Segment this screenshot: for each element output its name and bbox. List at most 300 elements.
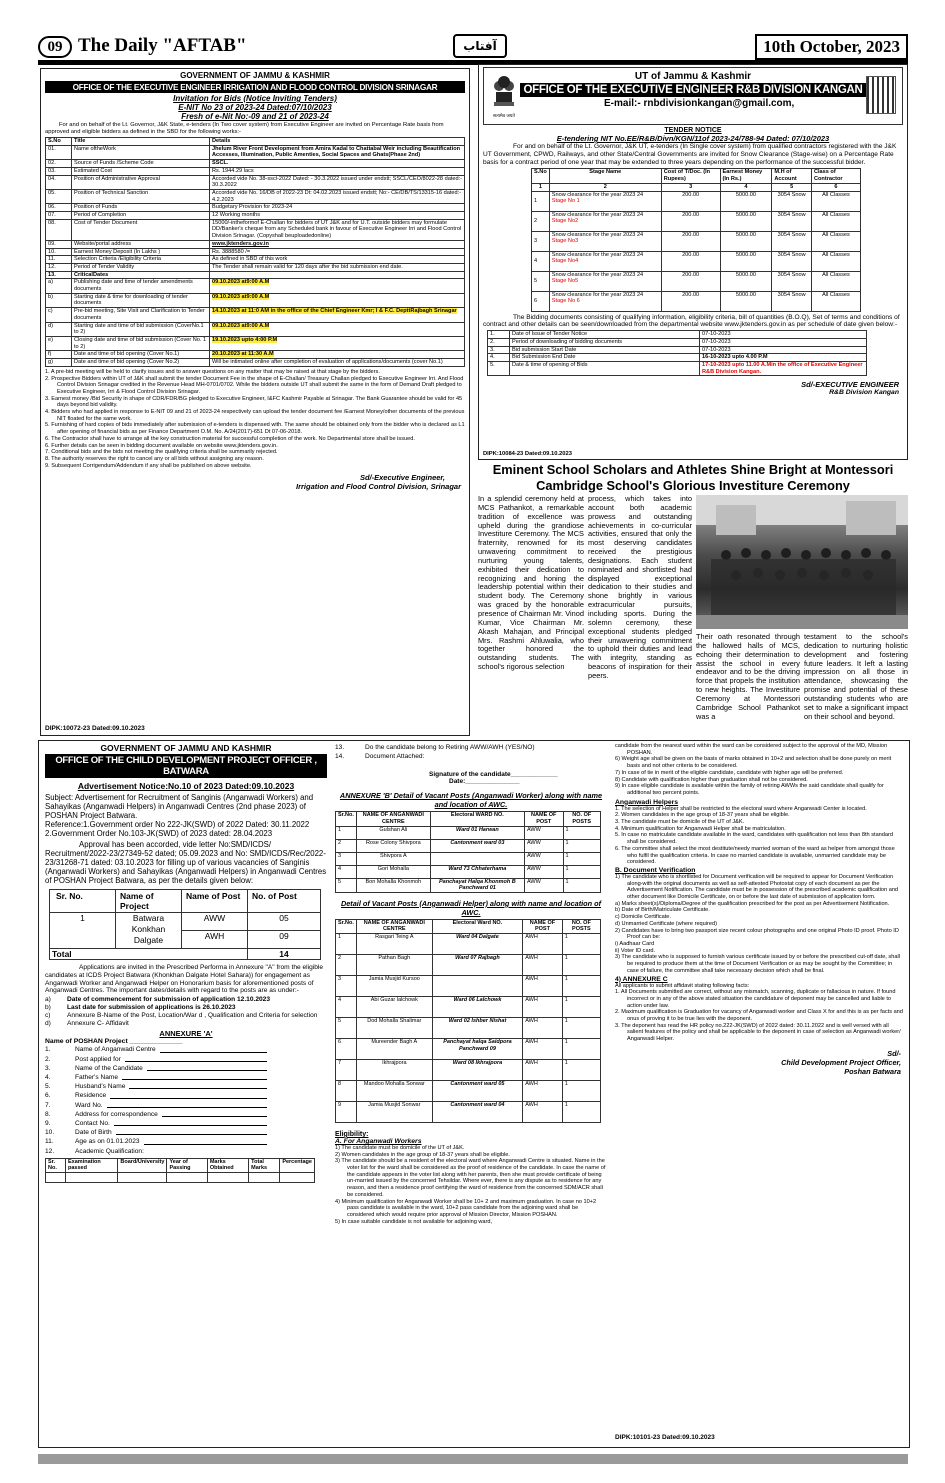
field-number: 4.	[45, 1073, 51, 1081]
form-field	[45, 1073, 327, 1082]
kg-sno: 1	[532, 191, 550, 211]
item-marker: b)	[45, 1003, 51, 1011]
vac-row	[336, 1017, 601, 1038]
cdpo-important-dates	[45, 996, 327, 1027]
list-item: 3. The deponent has read the HR policy no.222-JK(SWD) of 2022 dated: 30.11.2022 and is well versed with all salient features of the policy and shall be applicable to the deponent in case of selection as Anganwadi worker/ Anganwadi Helper.	[615, 1022, 901, 1043]
cdpo-recruitment-notice	[38, 740, 910, 1448]
vac-cell: Mureender Bagh A	[356, 1038, 432, 1059]
irr-table-row	[46, 359, 465, 367]
vac-cell	[432, 975, 523, 996]
vac-cell: 3	[336, 975, 357, 996]
article-column-4	[804, 633, 908, 721]
article-column-1	[478, 495, 584, 672]
field-label: Residence	[75, 1092, 107, 1100]
irr-note: 9. Subsequent Corrigendum/Addendum if any shall be published on above website.	[45, 462, 252, 469]
irr-highlight-date: 09.10.2023 at9:00 A.M	[212, 322, 270, 329]
list-item: c) Domicile Certificate.	[615, 914, 671, 921]
vac-cell: 2	[336, 954, 357, 975]
irr-cell: 12.	[46, 263, 72, 271]
kg-cell: 3054 Snow	[772, 251, 812, 271]
kg-date-cell: 07-10-2023	[700, 338, 867, 346]
field-number: 8.	[45, 1110, 51, 1118]
kg-col-number: 5	[772, 183, 812, 191]
helpers-heading: Anganwadi Helpers	[615, 798, 679, 806]
newspaper-name: The Daily "AFTAB"	[78, 35, 247, 56]
vac-cell: Cantonment ward 03	[430, 839, 524, 852]
irrigation-signature-office: Irrigation and Flood Control Division, Srinagar	[295, 482, 461, 492]
vac-col-post: Name of Post	[182, 890, 248, 913]
vac-cell: AWH	[523, 954, 563, 975]
doc-verification-list	[615, 874, 905, 975]
list-item: 5. In case no matriculate candidate available in the ward, candidates with qualification not less than 8th standard shall be considered.	[615, 832, 893, 846]
irrigation-govt: GOVERNMENT OF JAMMU & KASHMIR	[180, 71, 330, 80]
irr-cell: 11.	[46, 256, 72, 264]
kg-date-cell: Bid Submission End Date	[510, 354, 700, 362]
kg-cell: 5000.00	[720, 271, 772, 291]
vac-cell: 4	[336, 865, 357, 878]
irr-table-row	[46, 279, 465, 293]
kangan-bidding-para: The Bidding documents consisting of qualifying information, eligibility criteria, bill of quantities (B.O.Q), Set of terms and conditions of contract and other details can be seen/downloaded from the departmental website www.jktenders.gov.in as per schedule of date given below:-	[483, 313, 900, 329]
list-item: 1) The candidate must be domicile of the UT of J&K.	[335, 1144, 465, 1151]
irr-note: 5. Furnishing of hard copies of bids immediately after submission of e-tenders is dispensed with. The same should be obtained only from the bidder who is declared as L1 after opening of financial bids as per Finance Department O.M. No. A/24(2017)-651 Dt 07-06-2018.	[45, 422, 465, 436]
kg-col-emd: Earnest Money (In Rs.)	[720, 169, 772, 183]
kangan-signature: Sd/-EXECUTIVE ENGINEER	[801, 380, 899, 390]
list-item: b) Date of Birth/Matriculate Certificate.	[615, 907, 710, 914]
vac-cell: Jamia Musjid Sonwar	[356, 1101, 432, 1122]
field-line	[144, 1137, 267, 1144]
list-item: 1. All Documents submitted are correct, without any mismatch, scanning, duplicate or fallacious in nature. If found incorrect or in any of the above stated situation the candidature of deponent may be cancelled and liable to action under law.	[615, 989, 896, 1009]
list-item: a) Marks sheet(s)/Diploma/Degree of the qualification prescribed for the post as per Advertisement Notification.	[615, 900, 890, 907]
list-item: 6. The committee shall select the most destitute/needy married woman of the ward as helper from amongst those who fulfil the qualification criteria. In case no married candidate is available, unmarried candidate may be considered.	[615, 845, 895, 866]
irr-table-row	[46, 263, 465, 271]
important-date-item	[45, 996, 327, 1004]
vac-cell: Rose Colony Shivpora	[356, 839, 430, 852]
irr-cell: CriticalDates	[72, 271, 210, 279]
kg-cell: 5000.00	[720, 211, 772, 231]
irrigation-details-table	[45, 137, 465, 367]
kg-date-cell: 1.	[488, 331, 510, 339]
kg-date-cell: 2.	[488, 338, 510, 346]
vac-cell: 1	[562, 933, 600, 954]
vac-cell: 6	[336, 1038, 357, 1059]
field-line	[160, 1045, 267, 1052]
irr-cell: 06.	[46, 204, 72, 212]
vac-cell: 1	[563, 839, 601, 852]
kg-cell: All Classes	[811, 211, 860, 231]
kg-stage	[549, 291, 661, 311]
vac-col: NAME OF ANGANWADI CENTRE	[356, 919, 432, 933]
field-number: 13.	[335, 744, 345, 751]
article-text-1: In a splendid ceremony held at MCS Pathankot, a remarkable tradition of excellence was upheld during the grandiose Investiture Ceremony. The MCS fraternity, renowned for its unwavering commitment to nurturing young talents, exhibited their dedication to recognizing and honing the leadership potential within their student body. The Ceremony was graced by the honorable presence of Chairman Mr. Vinod Kumar, Vice Chairman Mr. Akash Mahajan, and Principal Mrs. Rashmi Ahluwalia, who together honored the outstanding students. The school's rigorous selection	[478, 494, 584, 672]
kg-date-cell: Bid submission Start Date	[510, 346, 700, 354]
cdpo-govt: GOVERNMENT OF JAMMU AND KASHMIR	[100, 743, 272, 753]
field-label: Name of the Candidate	[75, 1064, 143, 1072]
item-text: Annexure B-Name of the Post, Location/War d , Qualification and Criteria for selection	[67, 1011, 318, 1019]
kg-date-cell: 17-10-2023 upto 11.00 A.Min the office of Executive Engineer R&B Division Kangan.	[700, 361, 867, 375]
irr-table-row	[46, 248, 465, 256]
vac-cell: Jamia Musjid Kursoo	[356, 975, 432, 996]
irr-table-row	[46, 308, 465, 322]
kg-cell: 3054 Snow	[772, 231, 812, 251]
field-number: 2.	[45, 1055, 51, 1063]
kg-date-row	[488, 361, 867, 375]
kg-stage-no: Stage No 6	[551, 298, 580, 305]
field-label: Document Attached:	[365, 753, 425, 761]
field-label: Contact No.	[75, 1120, 110, 1127]
irr-cell: Accorded vide No. 38-sscl-2022 Dated: - 30.3.2022 issued under endstt; SSCL/CEO/8022-28 dated:- 30.3.2022	[210, 175, 465, 189]
vac-sr-value: 1	[50, 913, 116, 949]
vac-count-awh: 09	[248, 931, 321, 949]
irr-cell: 12 Working months	[210, 212, 465, 220]
vac-post-awh: AWH	[182, 931, 248, 949]
page-number: 09	[38, 36, 72, 58]
vac-cell: AWW	[524, 826, 563, 839]
irr-cell: 07.	[46, 212, 72, 220]
field-line	[129, 1082, 267, 1089]
irr-cell: Earnest Money Deposit (In Lakhs )	[72, 248, 210, 256]
kg-date-row	[488, 331, 867, 339]
irr-table-row	[46, 167, 465, 175]
irr-note: 6. Further details can be seen in bidding document available on website www.jktenders.gov.in.	[45, 442, 278, 449]
vac-cell: 8	[336, 1080, 357, 1101]
irr-cell: f)	[46, 351, 72, 359]
vac-cell: AWH	[523, 1101, 563, 1122]
irr-cell: SSCL.	[210, 160, 465, 168]
cdpo-subject: Subject: Advertisement for Recruitment of Sanginis (Anganwadi Workers) and Sahayikas (Anganwadi Helpers) in Anganwadi Centres (2nd phase 2023) of POSHAN Project Batwara.	[45, 793, 314, 820]
irrigation-title: Invitation for Bids (Notice Inviting Tenders)	[173, 94, 337, 103]
vac-col: Electoral WARD NO.	[430, 812, 524, 826]
list-item: 5) In case suitable candidate is not available for adjoining ward,	[335, 1218, 493, 1225]
irr-cell: 13.	[46, 271, 72, 279]
vac-cell: AWW	[524, 852, 563, 865]
irr-cell: c)	[46, 308, 72, 322]
vac-cell: Ikhrajpora	[356, 1059, 432, 1080]
kg-stage-desc: Snow clearance for the year 2023 24	[551, 191, 644, 198]
field-line	[110, 1091, 267, 1098]
field-label: Post applied for	[75, 1055, 121, 1063]
kg-stage-no: Stage No 1	[551, 198, 580, 205]
irr-highlight-date: 14.10.2023 at 11:0 AM in the office of the Chief Engineer Kmr; I & F.C. DepttRajbagh Srinagar	[212, 308, 457, 315]
list-item: d) Unmarried Certificate (where required)	[615, 920, 717, 927]
kg-stage-desc: Snow clearance for the year 2023 24	[551, 291, 644, 298]
kangan-dates-table	[487, 330, 867, 376]
irr-cell: Period of Tender Validity	[72, 263, 210, 271]
irr-cell: Accorded vide No. 16/DB of 2022-23 Dt: 04.02.2023 issued endstt; No:- CE/DB/TS/13315-16 dated:- 4.2.2023	[210, 189, 465, 203]
item-marker: d)	[45, 1019, 51, 1027]
kg-col-class: Class of Contractor	[811, 169, 860, 183]
vac-col-project: Name of Project	[116, 890, 182, 913]
irr-cell: 03.	[46, 167, 72, 175]
field-number: 5.	[45, 1083, 51, 1091]
kg-cell: 200.00	[661, 231, 720, 251]
school-news-article	[478, 462, 908, 762]
field-label: Ward No.	[75, 1101, 103, 1109]
kg-stage	[549, 251, 661, 271]
irr-table-row	[46, 189, 465, 203]
annexure-a-form-cont	[335, 743, 607, 761]
kangan-stage-table	[531, 168, 861, 311]
vac-cell: 1	[562, 1080, 600, 1101]
irr-table-row	[46, 240, 465, 248]
irr-cell: d)	[46, 322, 72, 336]
awh-vacancy-table	[335, 919, 601, 1123]
form-field	[45, 1091, 327, 1100]
kg-stage-no: Stage No4	[551, 258, 579, 265]
cdpo-signature: Child Development Project Officer,	[781, 1057, 901, 1067]
vac-row	[336, 975, 601, 996]
vac-cell: 1	[562, 1017, 600, 1038]
kg-cell: 200.00	[661, 271, 720, 291]
item-text: Date of commencement for submission of application 12.10.2023	[67, 996, 270, 1004]
eligibility-list	[335, 1145, 607, 1225]
irr-cell: Website/portal address	[72, 240, 210, 248]
kg-date-cell: 07-10-2023	[700, 346, 867, 354]
irr-note: 3. Earnest money /Bid Security in shape of CDR/FDR/BG pledged to Executive Engineer, I&FC Kashmir Payable at Srinagar. The Bank Guarantee should be valid for 45 days beyond bid validity.	[45, 395, 463, 409]
vac-row	[336, 1038, 601, 1059]
irr-cell: Date and time of bid opening (Cover No.2)	[72, 359, 210, 367]
irr-table-row	[46, 351, 465, 359]
irrigation-enit: E-NIT No 23 of 2023-24 Dated:07/10/2023	[178, 103, 332, 112]
qual-col: Board/University	[118, 1158, 167, 1172]
irr-cell: b)	[46, 293, 72, 307]
kg-table-row	[532, 231, 861, 251]
kg-cell: 200.00	[661, 211, 720, 231]
vac-row	[336, 839, 601, 852]
form-field	[335, 743, 607, 752]
important-date-item	[45, 1020, 327, 1028]
cdpo-vacancy-table	[49, 889, 321, 960]
list-item: 2. Maximum qualification is Graduation for vacancy of Anganwadi worker and Class X for and this is as per facts and onus of proving it to be true lies with the deponent.	[615, 1009, 903, 1023]
masthead	[38, 34, 908, 60]
irr-note: 6. The Contractor shall have to arrange all the key construction material for successful completion of the work. No Departmental store shall be issued.	[45, 435, 415, 442]
field-label: Father's Name	[75, 1073, 119, 1081]
vac-cell: 1	[562, 1059, 600, 1080]
vac-cell: AWH	[523, 1017, 563, 1038]
irr-cell	[210, 308, 465, 322]
vac-cell: Ward 08 Ikhrajpora	[432, 1059, 523, 1080]
irr-cell: Cost of Tender Document	[72, 219, 210, 240]
irr-cell: Rs. 3888580 /=	[210, 248, 465, 256]
vac-cell: AWH	[523, 933, 563, 954]
article-text-3: Their oath resonated through the hallowed halls of MCS, echoing their determination to assist the school in every endeavor and to be the driving force that propels the institution to new heights. The Investiture Ceremony at Montessori Cambridge School Pathankot was a	[696, 632, 800, 721]
vac-total-label: Total	[50, 949, 248, 960]
kangan-email: E-mail:- rnbdivisionkangan@gmail.com,	[604, 98, 795, 109]
kangan-title: TENDER NOTICE	[664, 127, 722, 134]
irr-cell: 15000/-intheformof E-Challan for bidders of UT J&K and for U.T. outside bidders may formulate DD/Banker's cheque from any Scheduled bank in favour of Executive Engineer Irri and Flood Control Division Srinagar. (Copyshall beuploadedonline)	[210, 219, 465, 240]
annexure-b-title: ANNEXURE 'B' Detail of Vacant Posts (Anganwadi Worker) along with name and location of AWC.	[339, 791, 603, 810]
vac-col: NAME OF POST	[523, 919, 563, 933]
field-line	[114, 1119, 267, 1126]
form-field	[45, 1128, 327, 1137]
vac-cell: AWH	[523, 996, 563, 1017]
vac-cell: Shivpora A	[356, 852, 430, 865]
irr-highlight-date: 09.10.2023 at9:00 A.M	[212, 279, 270, 286]
kg-cell: All Classes	[811, 291, 860, 311]
irr-cell: 10.	[46, 248, 72, 256]
vac-col: NO. OF POSTS	[562, 919, 600, 933]
form-field	[45, 1045, 327, 1054]
field-number: 9.	[45, 1120, 51, 1127]
kg-stage	[549, 211, 661, 231]
vac-col: Sr.No.	[336, 919, 357, 933]
irr-cell	[210, 322, 465, 336]
field-number: 12.	[45, 1147, 55, 1155]
date-label: Date:	[449, 778, 466, 786]
irr-cell: Pre-bid meeting, Site Visit and Clarification to Tender documents	[72, 308, 210, 322]
field-label: Husband's Name	[75, 1083, 126, 1091]
kg-stage	[549, 231, 661, 251]
form-field	[45, 1119, 327, 1128]
vac-row	[336, 1059, 601, 1080]
signature-label: Signature of the candidate	[429, 771, 511, 779]
vac-cell: 5	[336, 878, 357, 892]
vac-cell: AWH	[523, 1059, 563, 1080]
vac-cell: Pathan Bagh	[356, 954, 432, 975]
kg-stage-no: Stage No3	[551, 238, 579, 245]
annexure-a-form	[45, 1045, 327, 1155]
irr-table-row	[46, 175, 465, 189]
field-number: 14.	[335, 753, 345, 761]
irr-cell: Budgetary Provision for 2023-24	[210, 204, 465, 212]
field-number: 7.	[45, 1101, 51, 1109]
vac-cell: Cantonment ward 05	[432, 1080, 523, 1101]
kg-col-number: 1	[532, 183, 550, 191]
qualification-table	[45, 1158, 315, 1183]
kg-date-cell: 4.	[488, 354, 510, 362]
vac-cell: AWH	[523, 1038, 563, 1059]
vac-col-count: No. of Post	[248, 890, 321, 913]
vac-cell: 1	[563, 865, 601, 878]
vac-cell: Abi Guzar lalchowk	[356, 996, 432, 1017]
emblem-icon	[490, 72, 518, 118]
vac-col: Sr.No.	[336, 812, 357, 826]
form-field	[45, 1082, 327, 1091]
kg-stage	[549, 191, 661, 211]
kg-sno: 6	[532, 291, 550, 311]
kg-stage-desc: Snow clearance for the year 2023 24	[551, 211, 644, 218]
irrigation-tender-notice	[40, 68, 470, 736]
cdpo-applications: Applications are invited in the Prescribed Performa in Annexure "A" from the eligible candidates at ICDS Project Batwara (Khonkhan Dalgate Hotel Sahara)) for engagement as Anganwadi Worker and Anganwadi Helper on Honorarium basis for aforementioned posts of Anganwadi Centres. The important dates/details with regard to the posts are as under:-	[45, 964, 324, 995]
cdpo-middle-column	[335, 743, 607, 1443]
field-label: Age as on 01.01.2023	[75, 1138, 140, 1146]
list-item: 2) Women candidates in the age group of 18-37 years shall be eligible.	[335, 1151, 510, 1158]
kg-sno: 4	[532, 251, 550, 271]
field-label: Address for correspondence	[75, 1110, 158, 1118]
building-icon	[866, 76, 896, 114]
cdpo-dipk: DIPK:10101-23 Dated:09.10.2023	[615, 1434, 715, 1441]
kg-sno: 3	[532, 231, 550, 251]
helper-table-title: Detail of Vacant Posts (Anganwadi Helper) along with name and location of AWC.	[340, 898, 602, 917]
irr-highlight-date: 20.10.2023 at 11:30 A.M	[212, 351, 274, 358]
irr-cell: Starting date and time of bid submission (CoverNo.1 to 2)	[72, 322, 210, 336]
kg-stage-desc: Snow clearance for the year 2023 24	[551, 231, 644, 238]
vac-post-aww: AWW	[182, 913, 248, 931]
kg-stage-no: Stage No5	[551, 278, 579, 285]
irr-cell: Position of Technical Sanction	[72, 189, 210, 203]
form-field	[45, 1110, 327, 1119]
project-label: Name of POSHAN Project	[45, 1038, 128, 1046]
field-number: 1.	[45, 1046, 51, 1054]
irr-cell: The Tender shall remain valid for 120 days after the bid submission end date.	[210, 263, 465, 271]
vac-cell: 7	[336, 1059, 357, 1080]
vac-cell: Gulshan Ali	[356, 826, 430, 839]
vac-cell: AWW	[524, 839, 563, 852]
article-column-3	[696, 633, 800, 721]
cdpo-sd: Sd/-	[887, 1048, 901, 1058]
list-item: 3) The candidate should be a resident of the electoral ward where Anganwadi Centre is situated. Name in the voter list for the ward shall be considered as the proof of residence of the candidate. In case the name of the candidate appears in the voter list along with her parents, then she must provide certificate of being un-married issued by the concerned Tehsildar. Where ever, there is any dispute as to residence for any reason, and then a residence proof certifying the ward of residence from the concerned SDM/ACR shall be considered.	[335, 1158, 606, 1198]
kangan-ut: UT of Jammu & Kashmir	[634, 71, 752, 82]
irr-note: 8. The authority reserves the right to cancel any or all bids without assigning any reason.	[45, 455, 264, 462]
article-column-2	[588, 495, 692, 681]
kg-sno: 5	[532, 271, 550, 291]
annexure-a-project: Name of POSHAN Project ______________	[45, 1038, 183, 1046]
kangan-letterhead	[483, 67, 903, 125]
field-number: 11.	[45, 1138, 54, 1146]
kg-col-number: 6	[811, 183, 860, 191]
kg-col-cost: Cost of T/Doc. (In Rupees)	[661, 169, 720, 183]
irr-cell: Estimated Cost	[72, 167, 210, 175]
footer-rule	[38, 1454, 908, 1464]
irr-table-row	[46, 256, 465, 264]
irr-cell: e)	[46, 336, 72, 350]
irr-cell: Position of Funds	[72, 204, 210, 212]
item-marker: a)	[45, 996, 51, 1004]
item-text: Annexure C- Affidavit	[67, 1019, 129, 1027]
kg-cell: 200.00	[661, 291, 720, 311]
irr-cell: Jhelum River Front Development from Amira Kadal to Chattabal Weir including Beautification Accesses, Illumination, Public Amenties, Social Spaces and Ghats(Phase 2nd)	[210, 145, 465, 159]
cdpo-adv-no: Advertisement Notice:No.10 of 2023 Dated:09.10.2023	[77, 781, 295, 791]
vac-cell: 1	[562, 996, 600, 1017]
field-line	[147, 1064, 267, 1071]
irrigation-signature: Sd/-Executive Engineer,	[359, 473, 445, 483]
kg-table-row	[532, 191, 861, 211]
kangan-office: OFFICE OF THE EXECUTIVE ENGINEER R&B DIVISION KANGAN	[520, 83, 866, 97]
vac-cell: Ward 04 Dalgate	[432, 933, 523, 954]
field-label: Date of Birth	[75, 1129, 112, 1137]
kg-table-row	[532, 211, 861, 231]
form-field	[45, 1101, 327, 1110]
item-text: Last date for submission of applications is 26.10.2023	[67, 1003, 236, 1011]
irr-cell: 04.	[46, 175, 72, 189]
eligibility-workers: A. For Anganwadi Workers	[335, 1137, 422, 1145]
candidate-signature: Signature of the candidate_____________	[429, 771, 558, 779]
vac-cell	[430, 852, 524, 865]
irr-cell: Publishing date and time of tender amendments documents	[72, 279, 210, 293]
list-item: 4) Minimum qualification for Anganwadi Worker shall be 10+ 2 and maximum graduation. In case no 10+2 pass candidate is available in the ward, 10+2 pass candidate from the adjoining ward shall be considered which would require prior approval of Mission Director, Mission POSHAN.	[335, 1198, 597, 1218]
vac-cell: 1	[563, 852, 601, 865]
vac-col: NAME OF POST	[524, 812, 563, 826]
irr-cell: 08.	[46, 219, 72, 240]
field-number: 10.	[45, 1129, 55, 1137]
field-line	[107, 1101, 267, 1108]
irrigation-notes	[45, 369, 465, 470]
field-number: 6.	[45, 1092, 51, 1100]
irrigation-intro: For and on behalf of the Lt. Governor, J&K State, e-tenders (In Two cover system) from Executive Engineer are invited on Percentage Rate basis from approved and eligible bidders as defined in the SBD for the following works:-	[45, 122, 444, 135]
vac-row	[336, 933, 601, 954]
irr-cell: Selection Criteria /Eligibility Criteria	[72, 256, 210, 264]
irrigation-office: OFFICE OF THE EXECUTIVE ENGINEER IRRIGATION AND FLOOD CONTROL DIVISION SRINAGAR	[45, 81, 465, 93]
annexure-c-heading: 4) ANNEXURE C	[615, 975, 668, 983]
field-line	[162, 1110, 267, 1117]
kg-cell: All Classes	[811, 231, 860, 251]
kg-cell: All Classes	[811, 191, 860, 211]
irr-cell: a)	[46, 279, 72, 293]
cdpo-reference-2: 2.Government Order No.103-JK(SWD) of 2023 dated: 28.04.2023	[45, 829, 273, 838]
kg-date-cell: 3.	[488, 346, 510, 354]
qual-col: Percentage	[280, 1158, 315, 1172]
irr-cell: Source of Funds /Scheme Code	[72, 160, 210, 168]
kg-date-cell: 07-10-2023	[700, 331, 867, 339]
